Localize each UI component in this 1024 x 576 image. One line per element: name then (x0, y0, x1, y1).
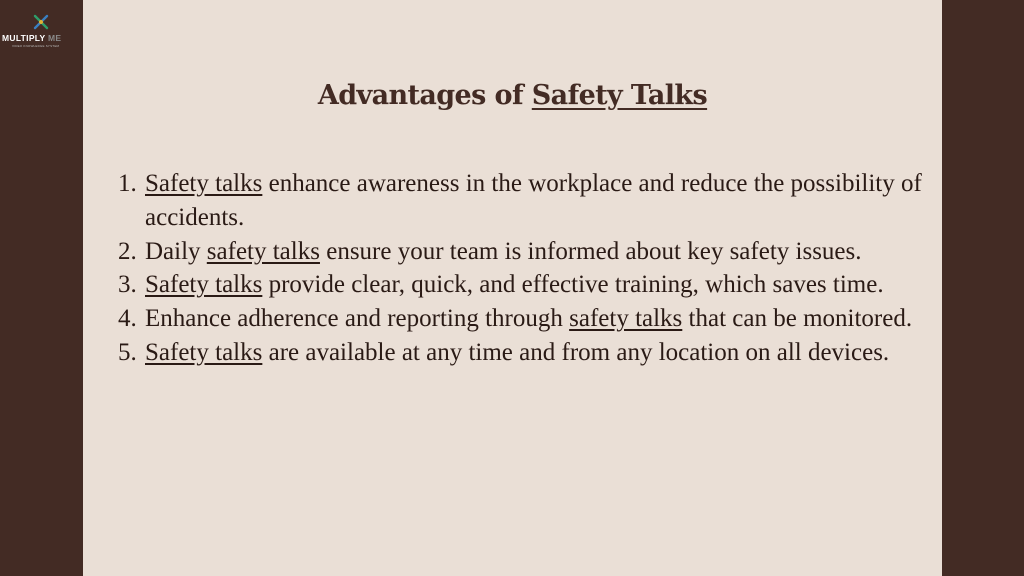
logo-tagline: VIDEO KNOWLEDGE SYSTEM (12, 44, 60, 48)
logo-icon (33, 14, 49, 30)
list-item (118, 268, 925, 302)
list-item-text-before: Daily (145, 237, 207, 265)
list-item (118, 336, 925, 370)
logo-wordmark (2, 33, 80, 43)
title-prefix: Advantages of (317, 80, 523, 111)
list-item-number: 3. (118, 271, 137, 299)
list-item (118, 302, 925, 336)
list-item-text-after: are available at any time and from any location on all devices. (262, 338, 890, 366)
safety-talks-link[interactable]: safety talks (206, 237, 320, 265)
slide-title (83, 80, 942, 111)
list-item (118, 167, 925, 235)
list-item-text-after: provide clear, quick, and effective training, which saves time. (262, 271, 884, 299)
list-item-number: 5. (118, 338, 137, 366)
logo-name-main: MULTIPLY (2, 33, 46, 43)
safety-talks-link[interactable]: Safety talks (145, 271, 263, 299)
right-side-band (942, 0, 1024, 576)
logo-name-accent: ME (48, 33, 62, 43)
list-item-text-after: enhance awareness in the workplace and reduce the possibility of accidents. (145, 170, 922, 231)
safety-talks-link[interactable]: safety talks (569, 305, 683, 333)
multiply-me-logo[interactable] (2, 14, 80, 54)
list-item-number: 4. (118, 305, 137, 333)
list-item-number: 1. (118, 170, 137, 197)
title-link-safety-talks[interactable]: Safety Talks (531, 80, 708, 111)
list-item-number: 2. (118, 237, 137, 265)
left-side-band (0, 0, 83, 576)
list-item-text-after: that can be monitored. (682, 305, 913, 333)
list-item-text-before: Enhance adherence and reporting through (145, 305, 570, 333)
list-item-text-after: ensure your team is informed about key safety issues. (319, 237, 862, 265)
list-item (118, 235, 925, 269)
safety-talks-link[interactable]: Safety talks (145, 170, 263, 197)
advantages-list (118, 167, 925, 370)
safety-talks-link[interactable]: Safety talks (145, 338, 263, 366)
